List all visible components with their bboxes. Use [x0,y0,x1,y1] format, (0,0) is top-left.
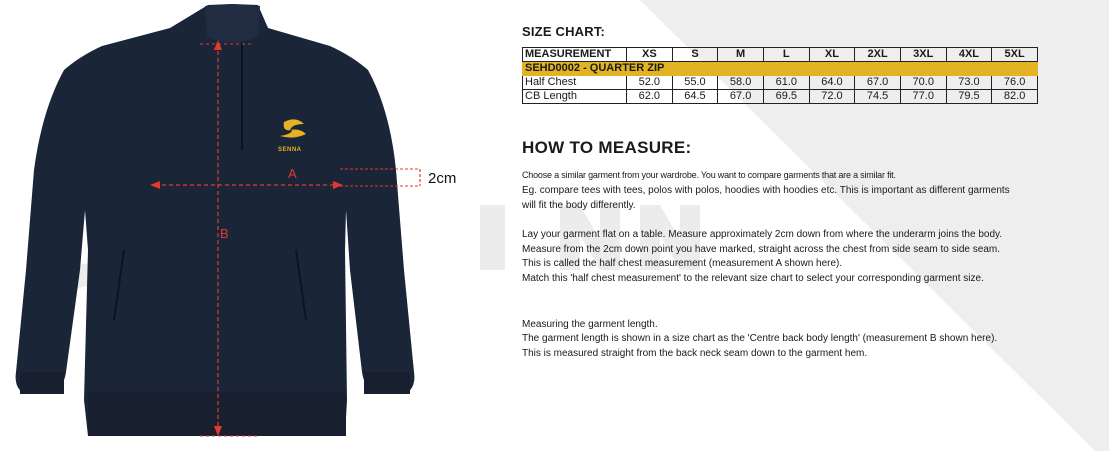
instruction-line: Match this 'half chest measurement' to the relevant size chart to select your corresponding garment size. [522,273,984,284]
table-cell: 67.0 [718,90,764,104]
brand-logo-text: SENNA [278,147,302,153]
column-header: XS [627,48,673,62]
instruction-line: will fit the body differently. [522,200,636,211]
column-header: 2XL [855,48,901,62]
table-cell: 79.5 [946,90,992,104]
instruction-line: This is measured straight from the back neck seam down to the garment hem. [522,348,868,359]
column-header: 3XL [900,48,946,62]
table-cell: 69.5 [763,90,809,104]
collar [205,4,260,43]
table-cell: 73.0 [946,76,992,90]
instruction-line: Lay your garment flat on a table. Measure approximately 2cm down from where the underarm joins the body. [522,229,1003,240]
column-header: 5XL [992,48,1038,62]
column-header: S [672,48,718,62]
instruction-line: Choose a similar garment from your wardrobe. You want to compare garments that are a similar fit. [522,170,896,180]
table-cell: 58.0 [718,76,764,90]
table-cell: 72.0 [809,90,855,104]
table-row [523,90,1038,104]
measurement-b-label: B [220,226,229,241]
2cm-label: 2cm [428,170,457,187]
row-label: Half Chest [523,76,627,90]
table-cell: 74.5 [855,90,901,104]
how-to-measure-heading: HOW TO MEASURE: [522,138,692,157]
right-cuff [364,372,410,394]
table-cell: 62.0 [627,90,673,104]
table-cell: 77.0 [900,90,946,104]
column-header: M [718,48,764,62]
table-cell: 64.5 [672,90,718,104]
garment-diagram [0,0,500,451]
table-cell: 82.0 [992,90,1038,104]
table-cell: 61.0 [763,76,809,90]
instruction-line: This is called the half chest measurement (measurement A shown here). [522,258,843,269]
table-cell: 64.0 [809,76,855,90]
table-cell: 52.0 [627,76,673,90]
column-header: MEASUREMENT [523,48,627,62]
instruction-line: The garment length is shown in a size chart as the 'Centre back body length' (measurement B shown here). [522,333,998,344]
row-label: CB Length [523,90,627,104]
instruction-line: Measure from the 2cm down point you have marked, straight across the chest from side seam to side seam. [522,244,1000,255]
left-cuff [20,372,64,394]
table-cell: 70.0 [900,76,946,90]
table-cell: 67.0 [855,76,901,90]
size-chart-table [522,47,1038,104]
column-header: L [763,48,809,62]
table-cell: 55.0 [672,76,718,90]
table-cell: 76.0 [992,76,1038,90]
instruction-line: Measuring the garment length. [522,319,658,330]
header-row [523,48,1038,62]
column-header: 4XL [946,48,992,62]
product-code: SEHD0002 - QUARTER ZIP [523,62,1038,76]
size-chart-heading: SIZE CHART: [522,24,606,39]
table-row [523,76,1038,90]
column-header: XL [809,48,855,62]
quarter-zip-illustration [0,0,500,451]
instruction-line: Eg. compare tees with tees, polos with polos, hoodies with hoodies etc. This is important as different garments [522,185,1010,196]
measurement-a-label: A [288,166,297,181]
garment-body [16,4,415,436]
product-row [523,62,1038,76]
